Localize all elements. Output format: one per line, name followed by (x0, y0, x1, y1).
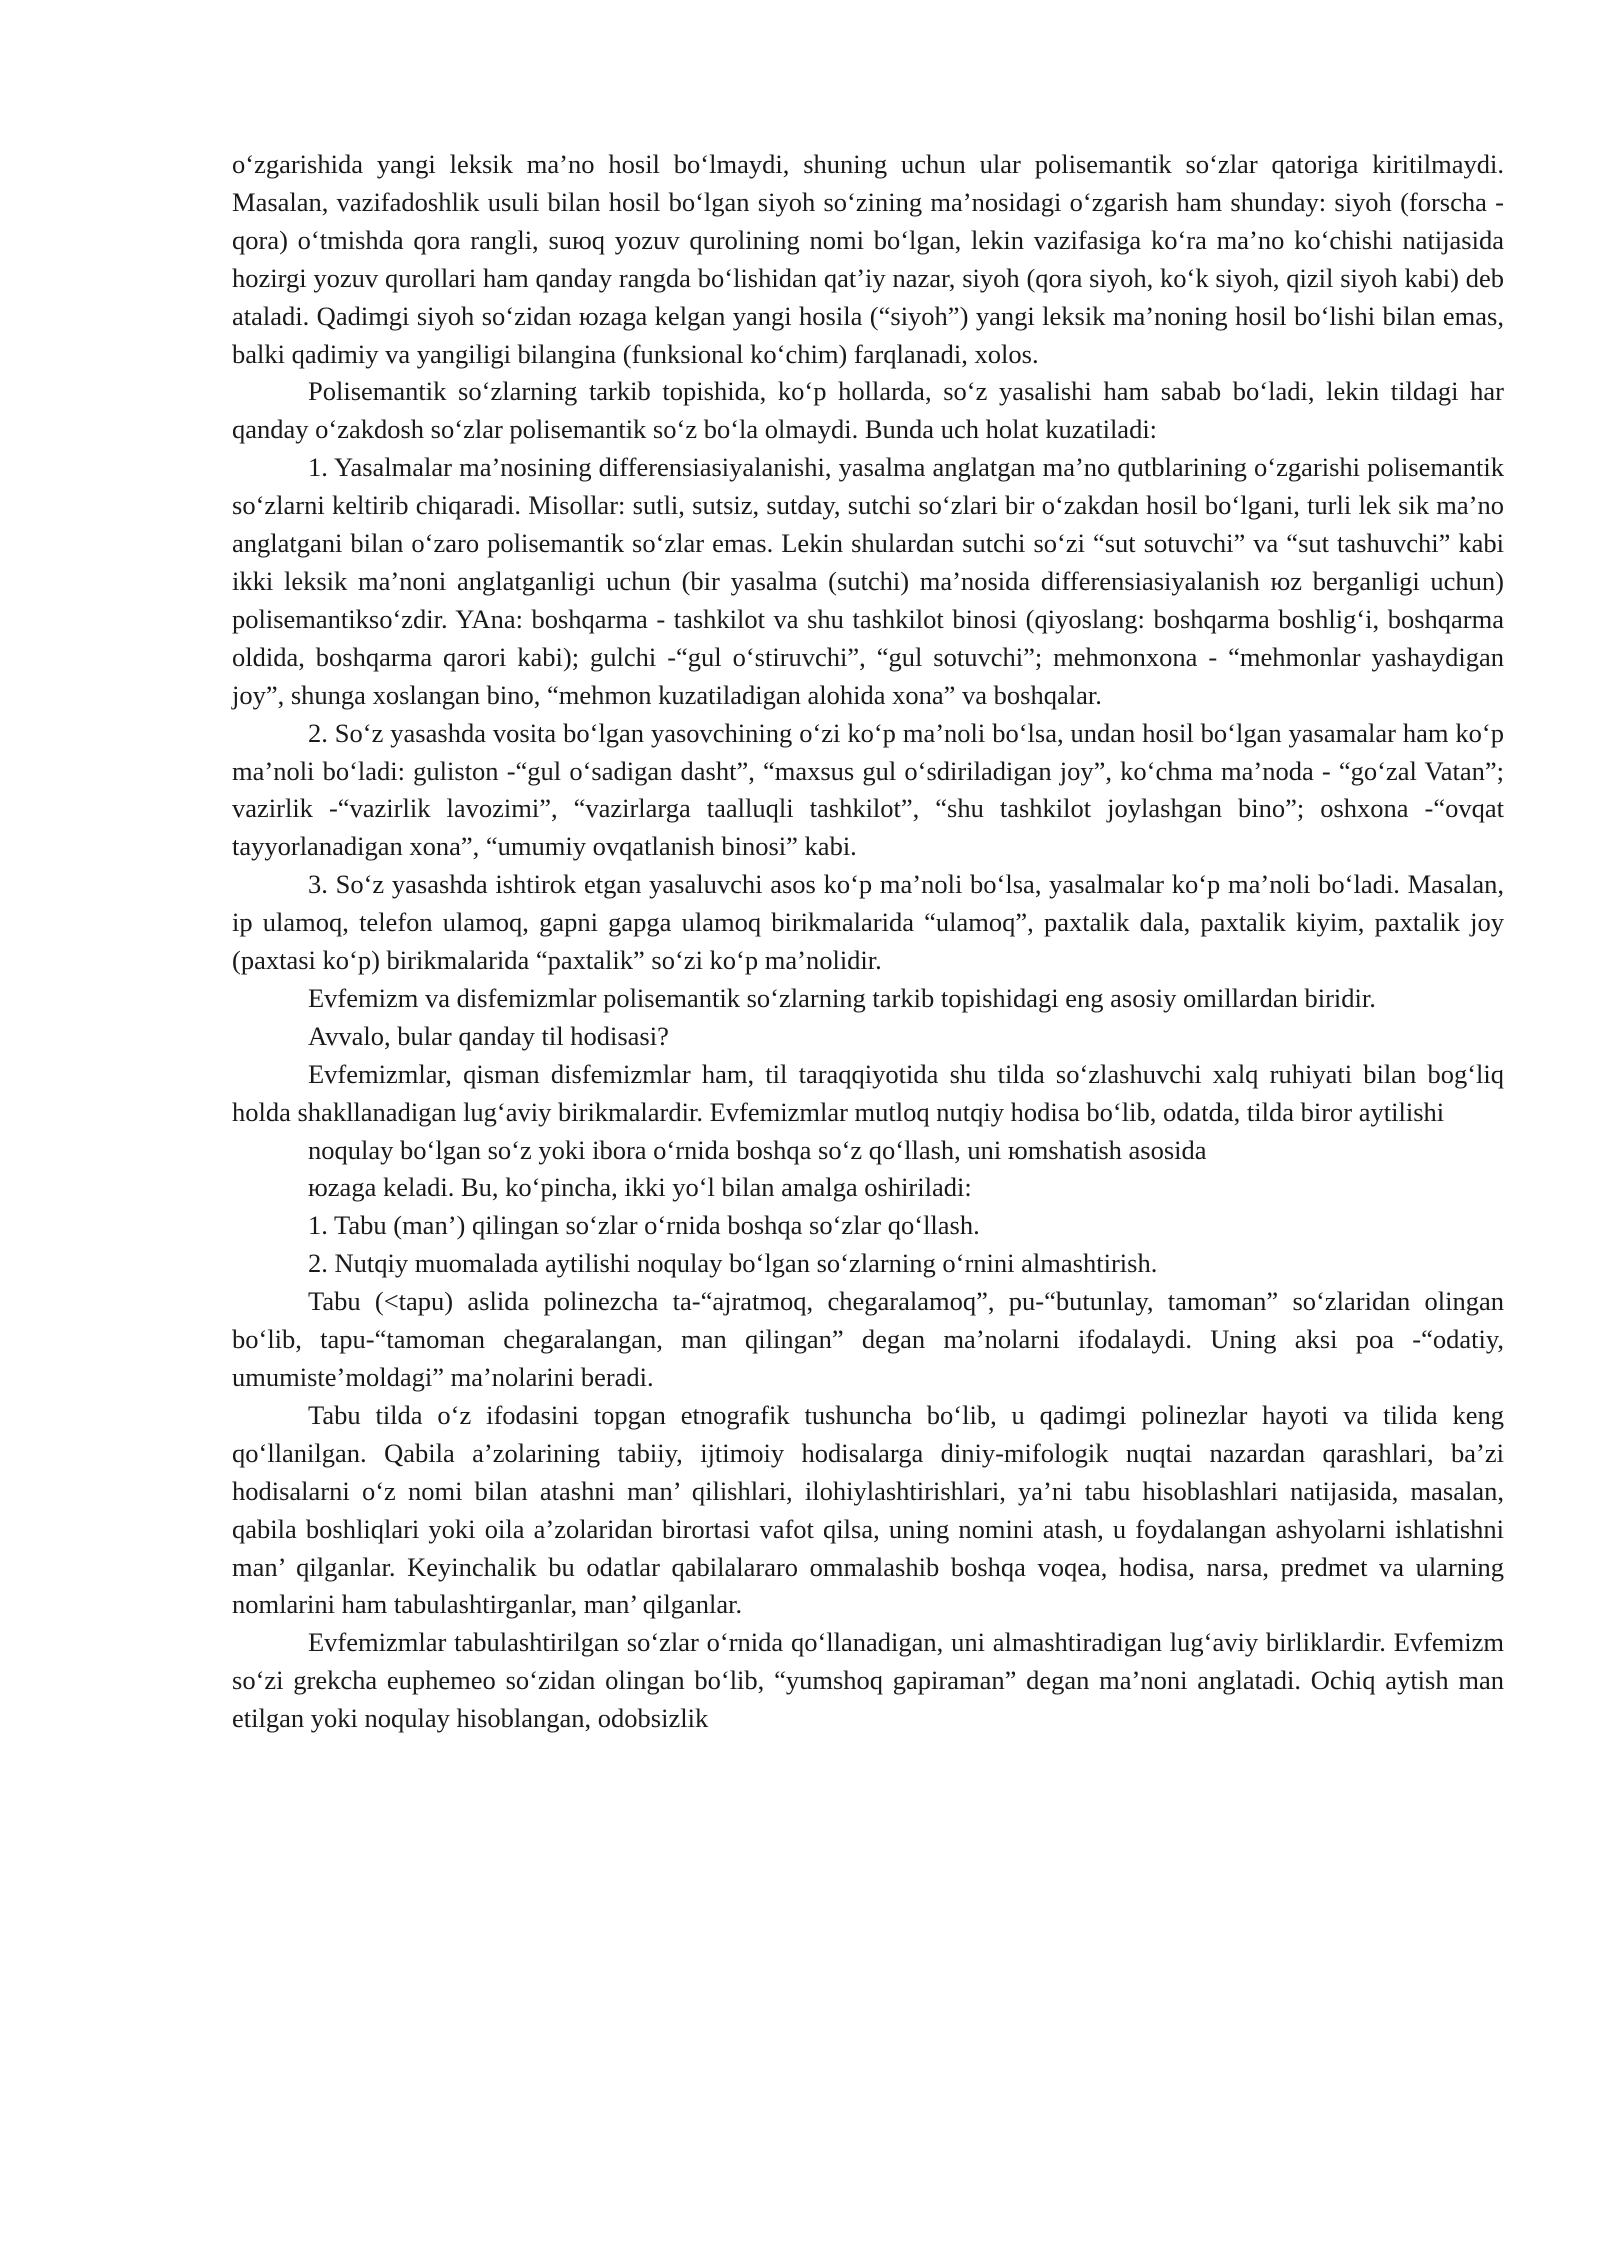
paragraph: Tabu (<tapu) aslida polinezcha ta-“ajratmoq, chegaralamoq”, pu-“butunlay, tamoman” so‘zlaridan olingan bo‘lib, tapu-“tamoman chegaralangan, man qilingan” degan ma’nolarni ifodalaydi. Uning aksi poa -“odatiy, umumiste’moldagi” ma’nolarini beradi. (232, 1286, 1504, 1392)
list-item: 1. Yasalmalar ma’nosining differensiasiyalanishi, yasalma anglatgan ma’no qutblarining o‘zgarishi polisemantik so‘zlarni keltirib chiqaradi. Misollar: sutli, sutsiz, sutday, sutchi so‘zlari bir o‘zakdan hosil bo‘lgani, turli lek sik ma’no anglatgani bilan o‘zaro polisemantik so‘zlar emas. Lekin shulardan sutchi so‘zi “sut sotuvchi” va “sut tashuvchi” kabi ikki leksik ma’noni anglatganligi uchun (bir yasalma (sutchi) ma’nosida differensiasiyalanish юz berganligi uchun) polisemantikso‘zdir. YAna: boshqarma - tashkilot va shu tashkilot binosi (qiyoslang: boshqarma boshlig‘i, boshqarma oldida, boshqarma qarori kabi); gulchi -“gul o‘stiruvchi”, “gul sotuvchi”; mehmonxona - “mehmonlar yashaydigan joy”, shunga xoslangan bino, “mehmon kuzatiladigan alohida xona” va boshqalar. (232, 452, 1504, 710)
paragraph: Tabu tilda o‘z ifodasini topgan etnografik tushuncha bo‘lib, u qadimgi polinezlar hayoti va tilida keng qo‘llanilgan. Qabila a’zolarining tabiiy, ijtimoiy hodisalarga diniy-mifologik nuqtai nazardan qarashlari, ba’zi hodisalarni o‘z nomi bilan atashni man’ qilishlari, ilohiylashtirishlari, ya’ni tabu hisoblashlari natijasida, masalan, qabila boshliqlari yoki oila a’zolaridan birortasi vafot qilsa, uning nomini atash, u foydalangan ashyolarni ishlatishni man’ qilganlar. Keyinchalik bu odatlar qabilalararo ommalashib boshqa voqea, hodisa, narsa, predmet va ularning nomlarini ham tabulashtirganlar, man’ qilganlar. (232, 1399, 1504, 1620)
list-item: 2. So‘z yasashda vosita bo‘lgan yasovchining o‘zi ko‘p ma’noli bo‘lsa, undan hosil bo‘lgan yasamalar ham ko‘p ma’noli bo‘ladi: guliston -“gul o‘sadigan dasht”, “maxsus gul o‘sdiriladigan joy”, ko‘chma ma’noda - “go‘zal Vatan”; vazirlik -“vazirlik lavozimi”, “vazirlarga taalluqli tashkilot”, “shu tashkilot joylashgan bino”; oshxona -“ovqat tayyorlanadigan xona”, “umumiy ovqatlanish binosi” kabi. (232, 717, 1504, 862)
paragraph: Evfemizmlar, qisman disfemizmlar ham, til taraqqiyotida shu tilda so‘zlashuvchi xalq ruhiyati bilan bog‘liq holda shakllanadigan lug‘aviy birikmalardir. Evfemizmlar mutloq nutqiy hodisa bo‘lib, odatda, tilda biror aytilishi (232, 1058, 1504, 1127)
paragraph: Evfemizmlar tabulashtirilgan so‘zlar o‘rnida qo‘llanadigan, uni almashtiradigan lug‘aviy birliklardir. Evfemizm so‘zi grekcha euphemeo so‘zidan olingan bo‘lib, “yumshoq gapiraman” degan ma’noni anglatadi. Ochiq aytish man etilgan yoki noqulay hisoblangan, odobsizlik (232, 1627, 1504, 1734)
paragraph: Polisemantik so‘zlarning tarkib topishida, ko‘p hollarda, so‘z yasalishi ham sabab bo‘ladi, lekin tildagi har qanday o‘zakdosh so‘zlar polisemantik so‘z bo‘la olmaydi. Bunda uch holat kuzatiladi: (232, 376, 1504, 445)
document-page (232, 146, 1504, 1738)
paragraph: noqulay bo‘lgan so‘z yoki ibora o‘rnida boshqa so‘z qo‘llash, uni юmshatish asosida (308, 1134, 1207, 1165)
list-item: 3. So‘z yasashda ishtirok etgan yasaluvchi asos ko‘p ma’noli bo‘lsa, yasalmalar ko‘p ma’noli bo‘ladi. Masalan, ip ulamoq, telefon ulamoq, gapni gapga ulamoq birikmalarida “ulamoq”, paxtalik dala, paxtalik kiyim, paxtalik joy (paxtasi ko‘p) birikmalarida “paxtalik” so‘zi ko‘p ma’nolidir. (232, 869, 1504, 976)
paragraph: Evfemizm va disfemizmlar polisemantik so‘zlarning tarkib topishidagi eng asosiy omillardan biridir. (308, 982, 1376, 1013)
list-item: 2. Nutqiy muomalada aytilishi noqulay bo‘lgan so‘zlarning o‘rnini almashtirish. (308, 1248, 1158, 1279)
paragraph: o‘zgarishida yangi leksik ma’no hosil bo‘lmaydi, shuning uchun ular polisemantik so‘zlar qatoriga kiritilmaydi. Masalan, vazifadoshlik usuli bilan hosil bo‘lgan siyoh so‘zining ma’nosidagi o‘zgarish ham shunday: siyoh (forscha - qora) o‘tmishda qora rangli, suюq yozuv qurolining nomi bo‘lgan, lekin vazifasiga ko‘ra ma’no ko‘chishi natijasida hozirgi yozuv qurollari ham qanday rangda bo‘lishidan qat’iy nazar, siyoh (qora siyoh, ko‘k siyoh, qizil siyoh kabi) deb ataladi. Qadimgi siyoh so‘zidan юzaga kelgan yangi hosila (“siyoh”) yangi leksik ma’noning hosil bo‘lishi bilan emas, balki qadimiy va yangiligi bilangina (funksional ko‘chim) farqlanadi, xolos. (232, 149, 1504, 369)
paragraph: Avvalo, bular qanday til hodisasi? (308, 1020, 669, 1051)
paragraph: юzaga keladi. Bu, ko‘pincha, ikki yo‘l bilan amalga oshiriladi: (308, 1172, 972, 1203)
list-item: 1. Tabu (man’) qilingan so‘zlar o‘rnida boshqa so‘zlar qo‘llash. (308, 1210, 980, 1241)
